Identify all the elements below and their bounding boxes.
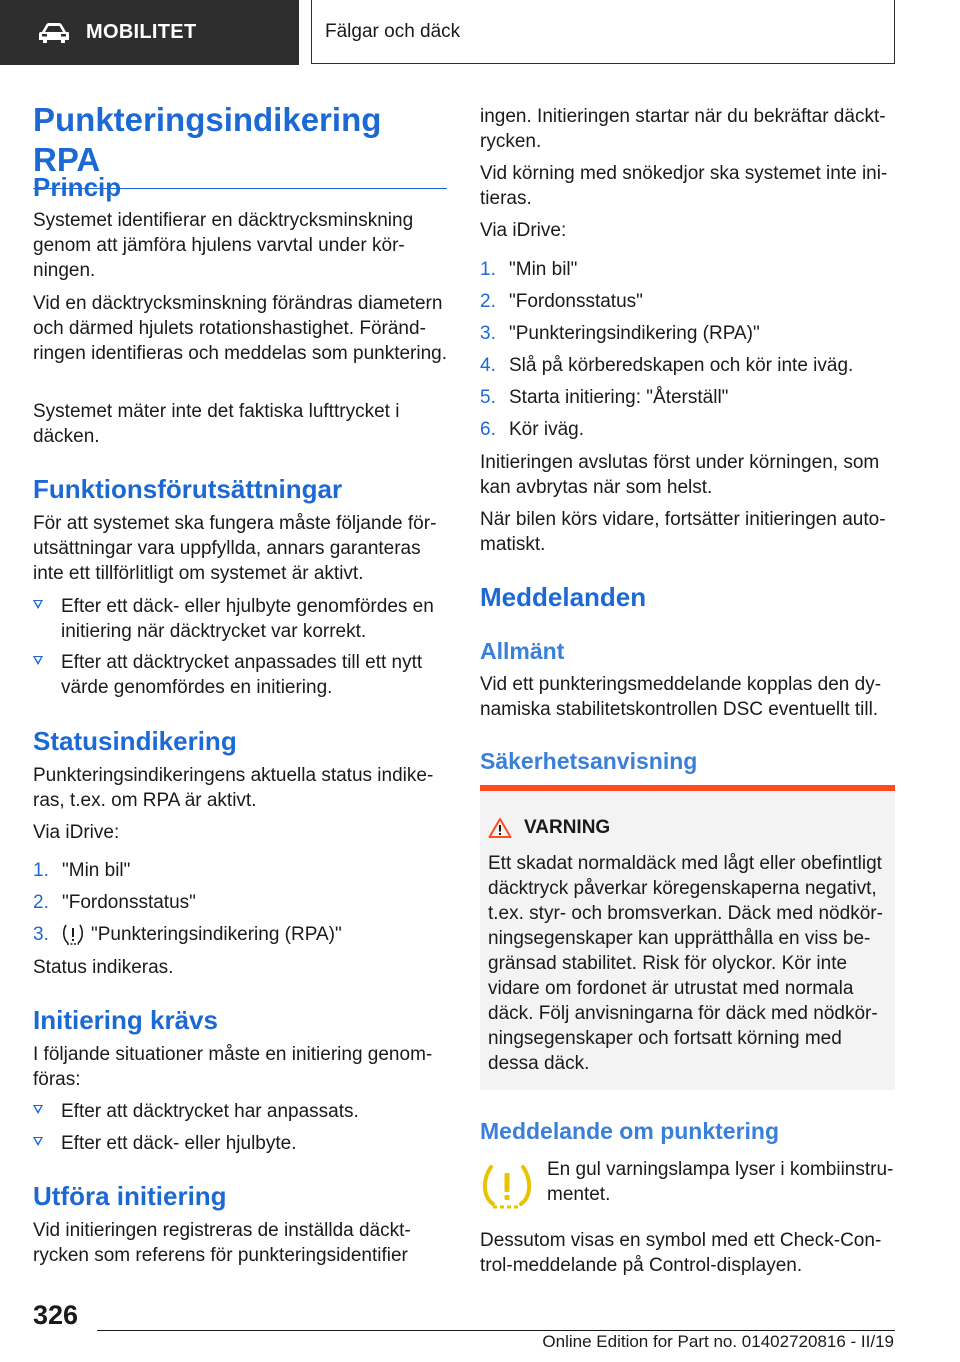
list-item: 1. "Min bil": [480, 259, 578, 280]
allmant-paragraph: Vid ett punkteringsmeddelande kopplas den dynamiska stabilitetskontrollen DSC eventuellt till.: [480, 674, 882, 720]
footer-divider: [97, 1330, 895, 1331]
section-label: MOBILITET: [86, 21, 197, 43]
heading-utfora-initiering: Utföra initiering: [33, 1181, 227, 1211]
utf-paragraph: Vid initieringen registreras de inställda däcktrycken som referens för punkteringsidentifier: [33, 1220, 411, 1266]
princip-paragraph-3: Systemet mäter inte det faktiska lufttrycket i däcken.: [33, 401, 400, 447]
list-item: Efter ett däck- eller hjulbyte.: [33, 1131, 448, 1156]
list-item: 2. "Fordonsstatus": [480, 291, 643, 312]
list-item: Efter att däcktrycket anpassades till ett nytt värde genomfördes en initiering.: [33, 650, 448, 700]
warning-text: Ett skadat normaldäck med lågt eller obefintligt däcktryck påverkar köregenskaperna negativt, t.ex. styr- och bromsverkan. Däck med nödkörningsegenskaper kan upprätthålla en viss begränsad stabilitet. Risk för olyckor. Kör inte vidare om fordonet är utrustat med normala däck. Följ anvisningarna för däck med nödkörningsegenskaper och fortsatt körning med dessa däck.: [488, 853, 883, 1074]
tire-pressure-warning-lamp-icon: [482, 1163, 532, 1209]
heading-funktionsforutsattningar: Funktionsförutsättningar: [33, 474, 343, 504]
list-item: 6. Kör iväg.: [480, 419, 584, 440]
list-item: 5. Starta initiering: "Återställ": [480, 387, 729, 408]
init-steps: [480, 257, 895, 449]
cont-paragraph-1: ingen. Initieringen startar när du bekräftar däcktrycken.: [480, 106, 886, 152]
warning-triangle-icon: [488, 817, 512, 839]
funk-bullet-list: [33, 594, 448, 700]
heading-meddelande-om-punktering: Meddelande om punktering: [480, 1118, 780, 1144]
list-item: Efter ett däck- eller hjulbyte genomfördes en initiering när däcktrycket var korrekt.: [33, 594, 448, 650]
triangle-bullet-icon: [33, 656, 43, 665]
right-via: Via iDrive:: [480, 220, 567, 241]
princip-paragraph-1: Systemet identifierar en däcktrycksminskning genom att jämföra hjulens varvtal under körningen.: [33, 210, 414, 281]
princip-paragraph-2: Vid en däcktrycksminskning förändras diametern och därmed hjulets rotationshastighet. Förändringen identifieras och meddelas som punktering.: [33, 293, 448, 364]
heading-initiering-kravs: Initiering krävs: [33, 1005, 218, 1035]
cont-paragraph-2: Vid körning med snökedjor ska systemet inte initieras.: [480, 163, 888, 209]
heading-statusindikering: Statusindikering: [33, 726, 237, 756]
list-item: 3. "Punkteringsindikering (RPA)": [480, 323, 760, 344]
right-paragraph-4: När bilen körs vidare, fortsätter initieringen automatiskt.: [480, 509, 886, 555]
init-bullet-list: [33, 1099, 448, 1156]
page-number: 326: [33, 1300, 79, 1330]
page-title: Punkteringsindikering RPA: [33, 100, 447, 189]
triangle-bullet-icon: [33, 600, 43, 609]
punktering-paragraph: En gul varningslampa lyser i kombiinstrumentet.: [547, 1159, 894, 1205]
status-paragraph: Punkteringsindikeringens aktuella status indikeras, t.ex. om RPA är aktivt.: [33, 765, 434, 811]
heading-meddelanden: Meddelanden: [480, 582, 647, 612]
triangle-bullet-icon: [33, 1105, 43, 1114]
list-item: 1. "Min bil": [33, 860, 131, 881]
warning-title: VARNING: [524, 817, 611, 838]
car-icon: [38, 22, 70, 44]
list-item: 2. "Fordonsstatus": [33, 892, 196, 913]
warning-box: [480, 785, 895, 1090]
chapter-label: Fälgar och däck: [325, 20, 461, 42]
heading-sakerhetsanvisning: Säkerhetsanvisning: [480, 748, 698, 774]
footer-edition: Online Edition for Part no. 01402720816 - II/19: [542, 1332, 894, 1351]
list-item: 3. "Punkteringsindikering (RPA)": [33, 924, 342, 945]
list-item: Efter att däcktrycket har anpassats.: [33, 1099, 448, 1131]
funk-paragraph: För att systemet ska fungera måste följande förutsättningar vara uppfyllda, annars garanteras inte ett tillförlitligt om systemet är aktivt.: [33, 513, 437, 584]
list-item: 4. Slå på körberedskapen och kör inte iväg.: [480, 355, 854, 376]
init-paragraph: I följande situationer måste en initiering genomföras:: [33, 1044, 433, 1090]
heading-allmant: Allmänt: [480, 638, 565, 664]
status-end: Status indikeras.: [33, 957, 174, 978]
header-section-tab: [0, 0, 299, 65]
header-chapter: [311, 0, 895, 64]
triangle-bullet-icon: [33, 1137, 43, 1146]
right-paragraph-3: Initieringen avslutas först under körningen, som kan avbrytas när som helst.: [480, 452, 880, 498]
warning-header: [488, 817, 610, 839]
punktering-paragraph-2: Dessutom visas en symbol med ett Check-Control-meddelande på Control-displayen.: [480, 1230, 882, 1276]
status-steps: [33, 858, 448, 954]
status-via: Via iDrive:: [33, 822, 120, 843]
tire-pressure-icon: [62, 922, 84, 946]
heading-princip: Princip: [33, 172, 122, 202]
